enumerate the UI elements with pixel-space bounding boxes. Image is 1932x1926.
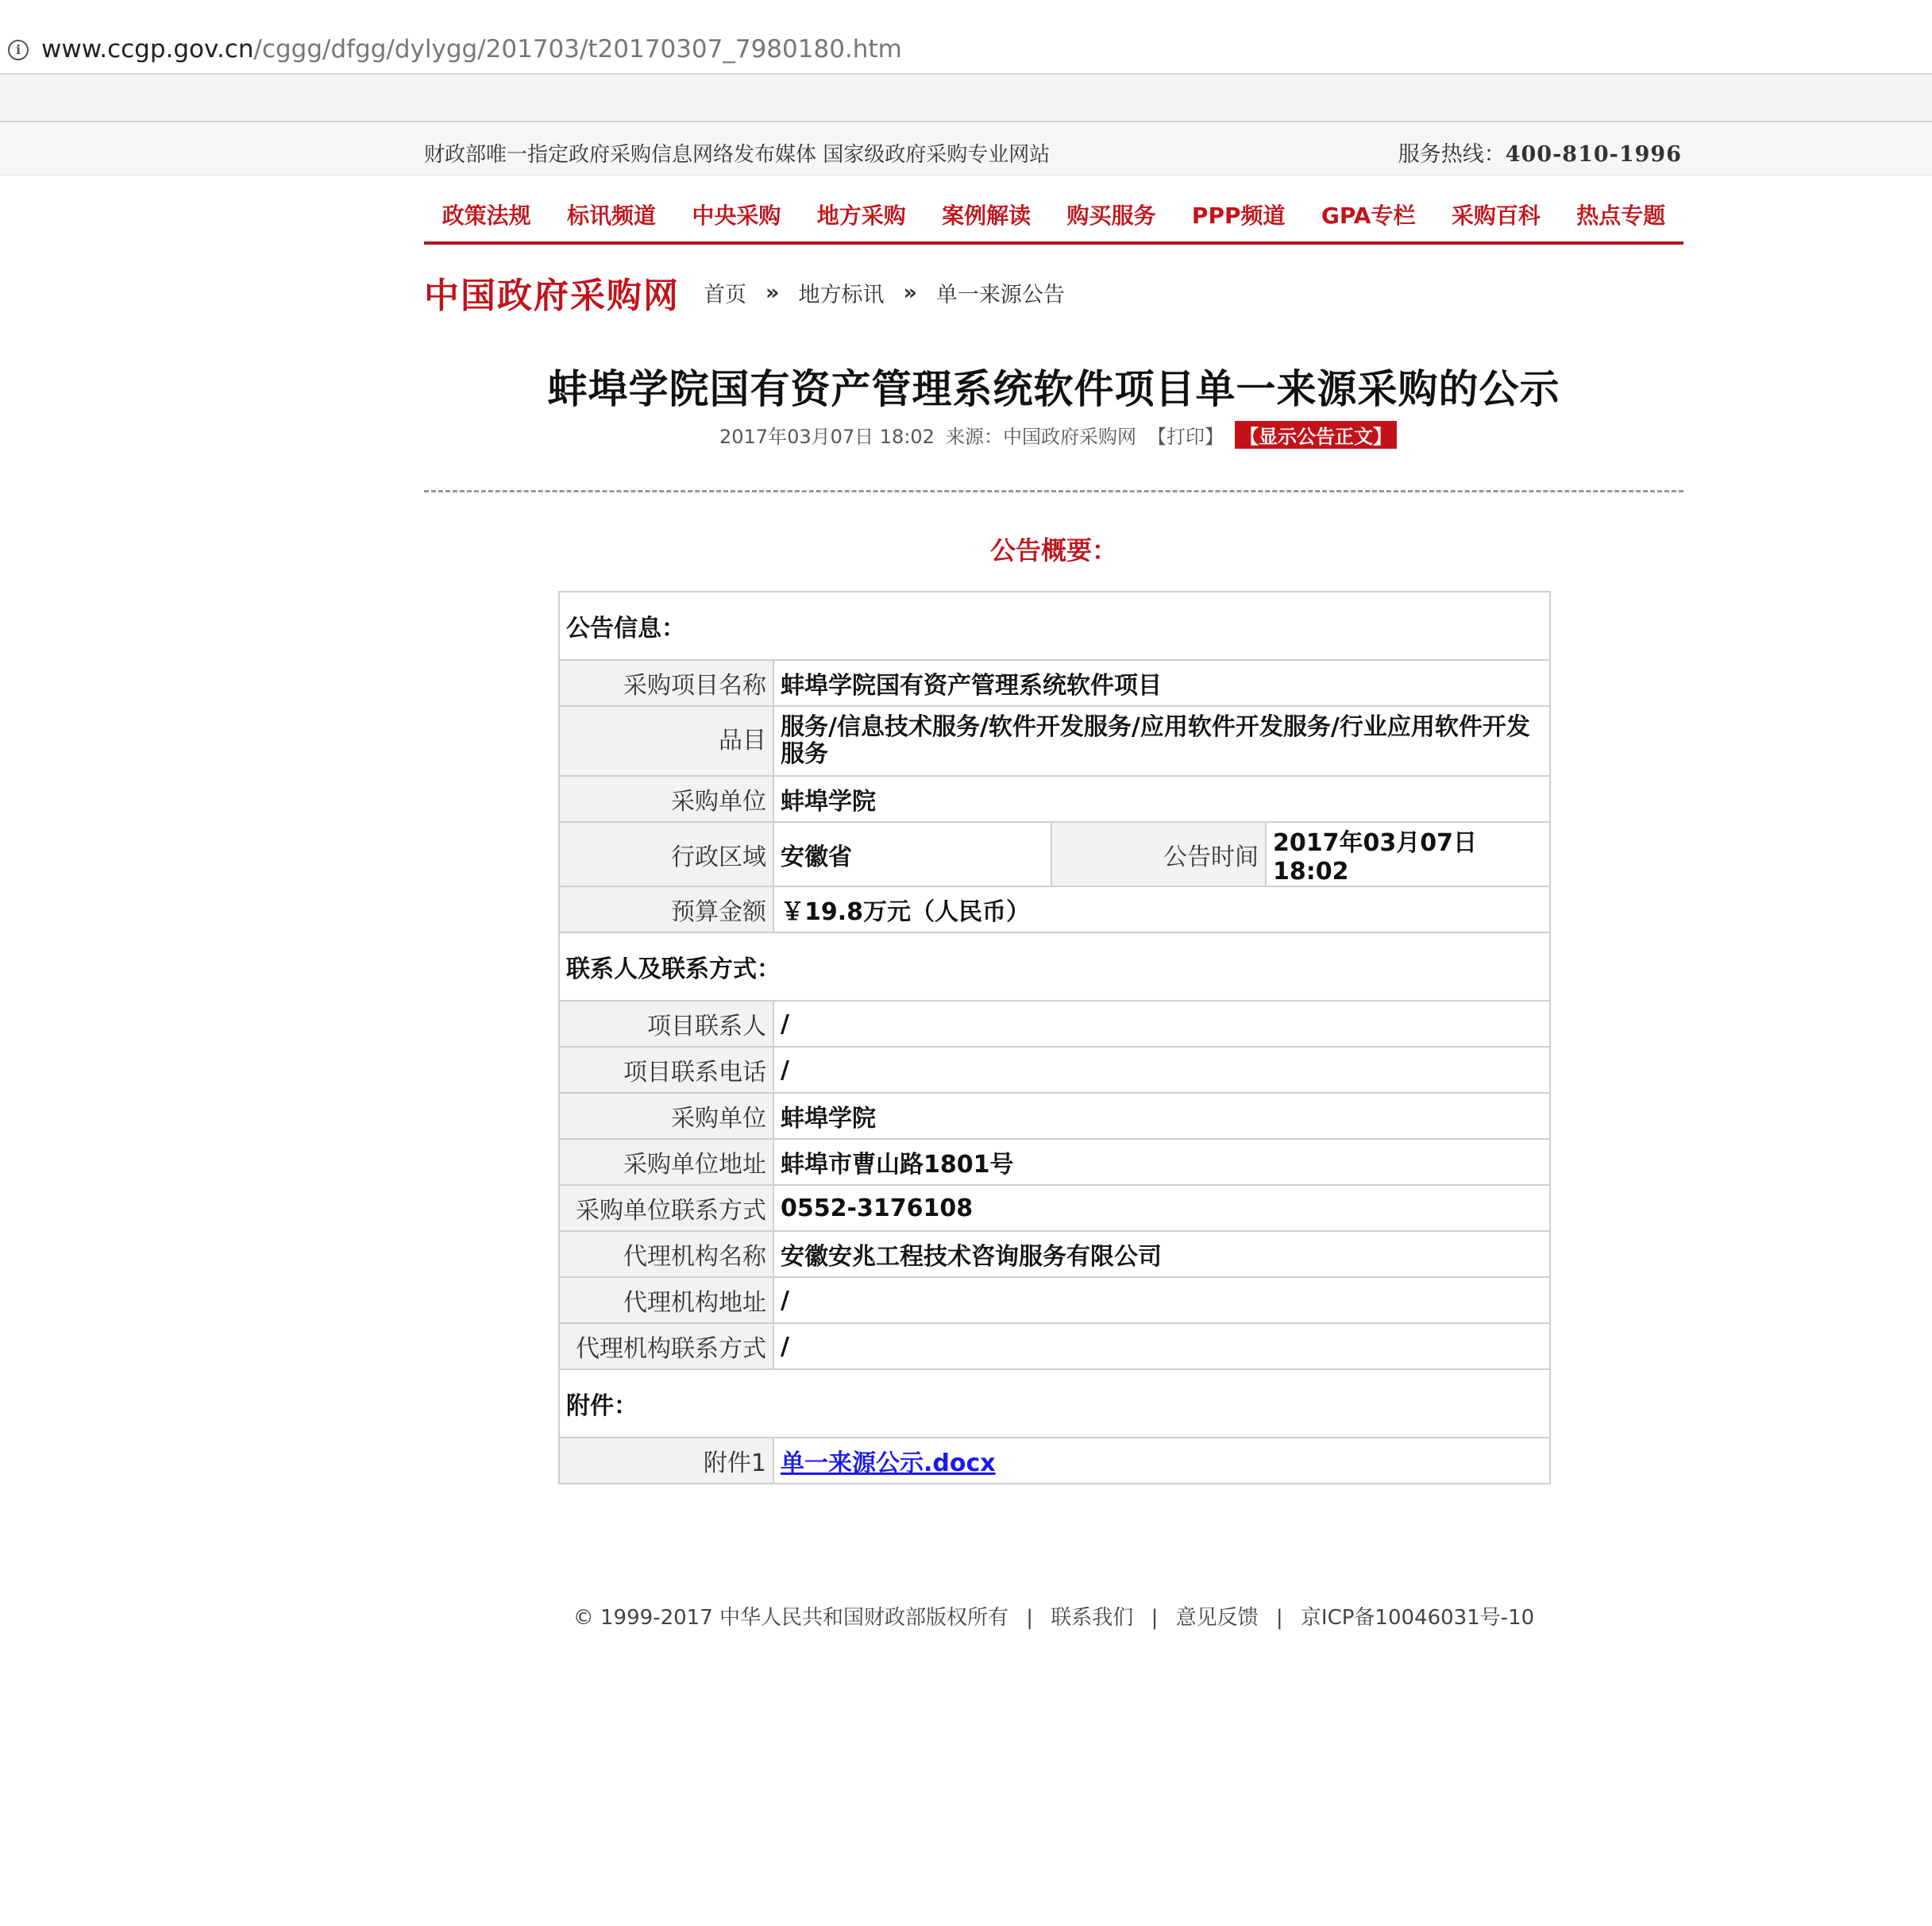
table-row: [559, 822, 1550, 886]
show-notice-text-button[interactable]: 【显示公告正文】: [1235, 421, 1397, 449]
notice-summary-table: [558, 591, 1551, 1484]
nav-item-policy[interactable]: 政策法规: [442, 203, 531, 229]
site-slogan: 财政部唯一指定政府采购信息网络发布媒体 国家级政府采购专业网站: [424, 143, 1051, 167]
project-name-label: 采购项目名称: [559, 660, 773, 706]
table-row: [559, 706, 1550, 776]
section-attachments: 附件：: [559, 1369, 1550, 1438]
article-meta: [719, 421, 1408, 449]
nav-item-case-analysis[interactable]: 案例解读: [942, 203, 1032, 229]
table-row: [559, 1323, 1550, 1369]
nav-item-central-procurement[interactable]: 中央采购: [692, 203, 781, 229]
site-topbar: [0, 122, 1932, 176]
agency-address-value: /: [773, 1277, 1550, 1323]
contact-buyer-value: 蚌埠学院: [773, 1093, 1550, 1139]
hotline-label: 服务热线：: [1398, 142, 1506, 167]
table-row: [559, 1093, 1550, 1139]
table-row: [559, 1231, 1550, 1277]
browser-toolbar-strip: [0, 75, 1932, 122]
hotline-number: 400-810-1996: [1505, 142, 1682, 167]
footer-separator: |: [1026, 1606, 1034, 1630]
region-value: 安徽省: [773, 822, 1051, 886]
buyer-label: 采购单位: [559, 776, 773, 822]
summary-heading: 公告概要：: [989, 535, 1117, 565]
page-footer: [0, 1601, 1932, 1631]
table-row: [559, 1277, 1550, 1323]
browser-url-bar[interactable]: [0, 0, 1932, 75]
project-phone-label: 项目联系电话: [559, 1047, 773, 1093]
page-title: 蚌埠学院国有资产管理系统软件项目单一来源采购的公示: [547, 366, 1560, 412]
site-logo[interactable]: 中国政府采购网: [424, 276, 680, 316]
notice-time-label: 公告时间: [1051, 822, 1266, 886]
agency-contact-value: /: [773, 1323, 1550, 1369]
nav-item-purchase-services[interactable]: 购买服务: [1066, 203, 1156, 229]
table-row: [559, 1185, 1550, 1231]
article-source: 来源：中国政府采购网: [945, 426, 1136, 448]
footer-feedback-link[interactable]: 意见反馈: [1175, 1606, 1259, 1630]
project-phone-value: /: [773, 1047, 1550, 1093]
footer-contact-link[interactable]: 联系我们: [1051, 1606, 1134, 1630]
attachment-cell: [773, 1438, 1550, 1484]
section-row: [559, 932, 1550, 1001]
footer-separator: |: [1151, 1606, 1159, 1630]
nav-item-encyclopedia[interactable]: 采购百科: [1451, 203, 1541, 229]
budget-value: ￥19.8万元（人民币）: [773, 886, 1550, 932]
project-name-value: 蚌埠学院国有资产管理系统软件项目: [773, 660, 1550, 706]
table-row: [559, 776, 1550, 822]
buyer-value: 蚌埠学院: [773, 776, 1550, 822]
section-contacts: 联系人及联系方式：: [559, 932, 1550, 1001]
project-contact-label: 项目联系人: [559, 1001, 773, 1047]
print-link[interactable]: 【打印】: [1147, 426, 1224, 448]
brand-row: [424, 268, 1065, 316]
category-label: 品目: [559, 706, 773, 776]
main-nav: [424, 187, 1683, 245]
contact-buyer-label: 采购单位: [559, 1093, 773, 1139]
table-row: [559, 886, 1550, 932]
info-icon[interactable]: i: [8, 40, 29, 60]
breadcrumb-single-source[interactable]: 单一来源公告: [935, 282, 1065, 307]
section-row: [559, 1369, 1550, 1438]
notice-time-value: 2017年03月07日 18:02: [1266, 822, 1550, 886]
buyer-contact-label: 采购单位联系方式: [559, 1185, 773, 1231]
nav-item-gpa[interactable]: GPA专栏: [1321, 203, 1416, 229]
breadcrumb-local-tenders[interactable]: 地方标讯: [798, 282, 885, 307]
agency-contact-label: 代理机构联系方式: [559, 1323, 773, 1369]
project-contact-value: /: [773, 1001, 1550, 1047]
breadcrumb-separator: »: [765, 280, 780, 305]
region-label: 行政区域: [559, 822, 773, 886]
attachment-link[interactable]: 单一来源公示.docx: [781, 1449, 996, 1477]
agency-name-value: 安徽安兆工程技术咨询服务有限公司: [773, 1231, 1550, 1277]
table-row: [559, 1139, 1550, 1185]
service-hotline: [1398, 137, 1682, 168]
breadcrumb: [704, 277, 1065, 308]
table-row: [559, 1047, 1550, 1093]
nav-item-tender-channel[interactable]: 标讯频道: [567, 203, 657, 229]
table-row: [559, 1001, 1550, 1047]
attachment-label: 附件1: [559, 1438, 773, 1484]
nav-item-hot-topics[interactable]: 热点专题: [1576, 203, 1666, 229]
nav-item-local-procurement[interactable]: 地方采购: [816, 203, 906, 229]
table-row: [559, 660, 1550, 706]
section-row: [559, 592, 1550, 660]
section-notice-info: 公告信息：: [559, 592, 1550, 660]
publish-datetime: 2017年03月07日 18:02: [719, 426, 935, 448]
agency-address-label: 代理机构地址: [559, 1277, 773, 1323]
footer-icp-link[interactable]: 京ICP备10046031号-10: [1300, 1606, 1535, 1630]
url-path: /cggg/dfgg/dylygg/201703/t20170307_7980180.htm: [253, 35, 902, 64]
nav-item-ppp[interactable]: PPP频道: [1191, 203, 1286, 229]
buyer-address-value: 蚌埠市曹山路1801号: [773, 1139, 1550, 1185]
category-value: 服务/信息技术服务/软件开发服务/应用软件开发服务/行业应用软件开发服务: [773, 706, 1550, 776]
dashed-divider: [424, 490, 1683, 492]
table-row: [559, 1438, 1550, 1484]
footer-separator: |: [1275, 1606, 1283, 1630]
breadcrumb-separator: »: [903, 280, 917, 305]
footer-copyright: © 1999-2017 中华人民共和国财政部版权所有: [573, 1606, 1008, 1630]
url-host: www.ccgp.gov.cn: [41, 35, 254, 64]
breadcrumb-home[interactable]: 首页: [704, 282, 746, 307]
buyer-contact-value: 0552-3176108: [773, 1185, 1550, 1231]
budget-label: 预算金额: [559, 886, 773, 932]
buyer-address-label: 采购单位地址: [559, 1139, 773, 1185]
agency-name-label: 代理机构名称: [559, 1231, 773, 1277]
url-text[interactable]: [41, 35, 902, 64]
